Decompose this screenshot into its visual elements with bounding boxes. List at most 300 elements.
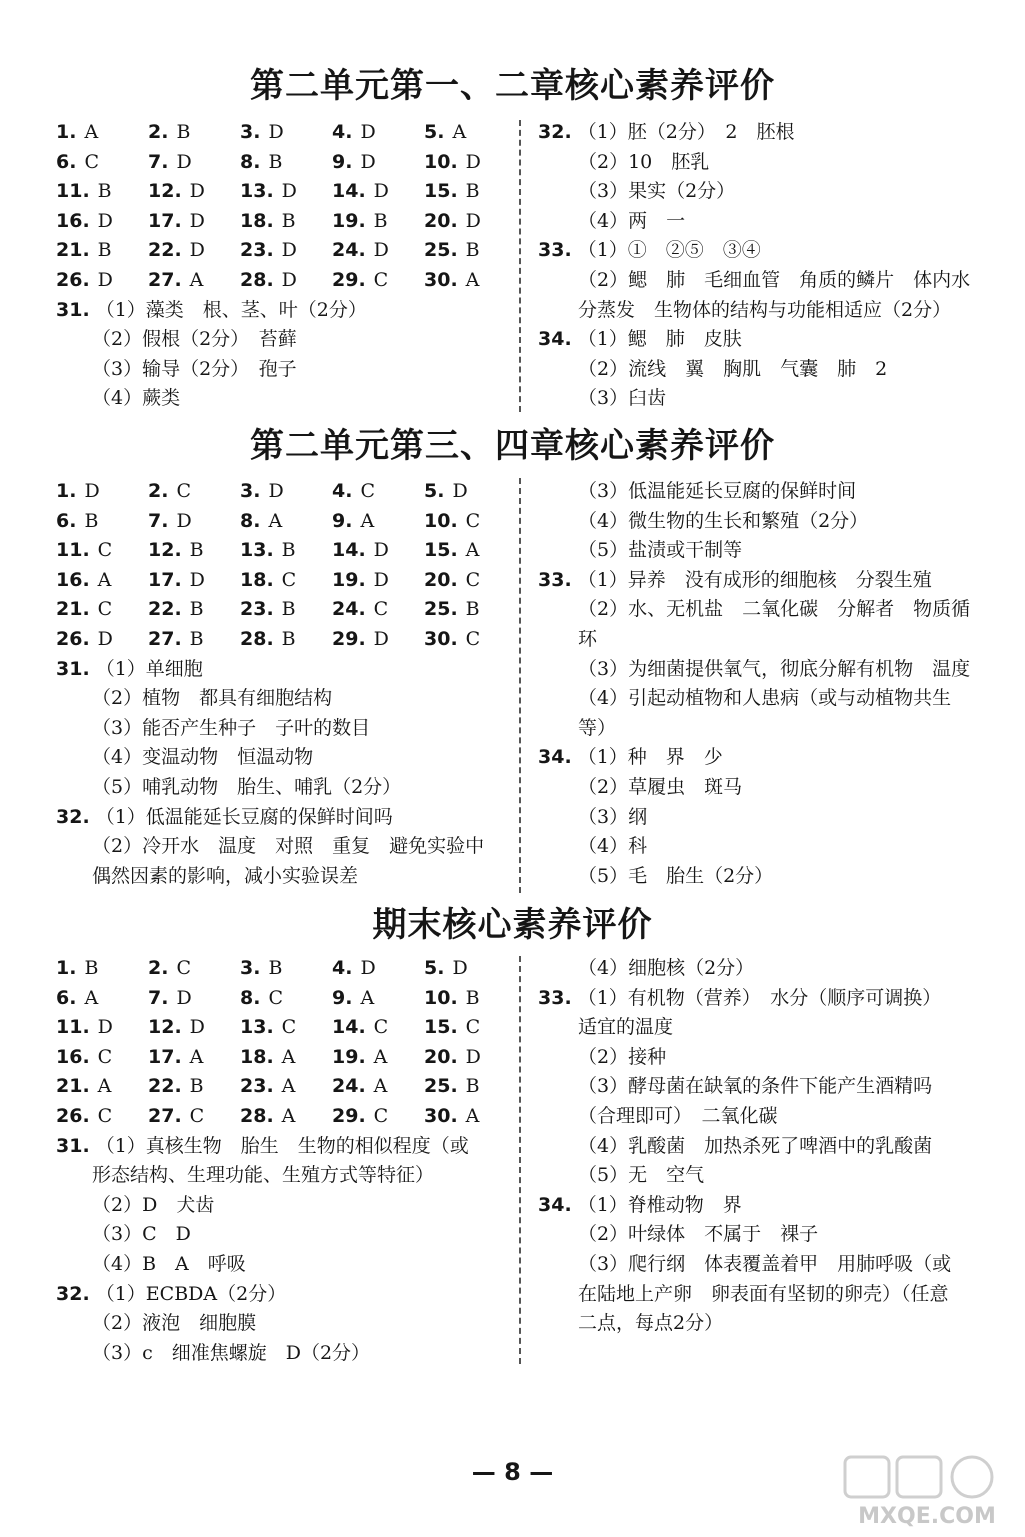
answer-letter: C <box>176 957 191 979</box>
answer-letter: C <box>97 1045 113 1068</box>
mc-answer <box>148 536 204 566</box>
answer-letter: A <box>360 509 375 532</box>
answer-text: （1）单细胞 <box>95 657 203 680</box>
answer-letter: D <box>189 209 205 232</box>
question-number: 24. <box>332 239 366 262</box>
answer-line <box>578 1102 778 1132</box>
mc-answer <box>332 954 376 984</box>
answer-line <box>56 1280 286 1310</box>
mc-answer <box>56 266 113 296</box>
question-number: 34. <box>538 328 572 351</box>
answer-line <box>578 384 666 414</box>
mc-answer <box>424 1102 479 1132</box>
answer-letter: B <box>84 957 99 979</box>
mc-answer <box>424 1013 480 1043</box>
answer-letter: D <box>176 509 192 532</box>
mc-answer <box>332 536 389 566</box>
answer-letter: C <box>373 598 389 621</box>
answer-letter: D <box>268 121 284 143</box>
mc-answer <box>332 1013 388 1043</box>
section-title: 第二单元第一、二章核心素养评价 <box>250 66 775 106</box>
question-number: 31. <box>56 657 90 680</box>
answer-text: （5）哺乳动物 胎生、哺乳（2分） <box>92 776 402 798</box>
answer-letter: D <box>189 239 205 262</box>
mc-answer <box>56 1013 113 1043</box>
mc-answer <box>332 1043 387 1073</box>
answer-line <box>578 1220 818 1250</box>
answer-letter: D <box>373 568 389 591</box>
mc-answer <box>424 507 480 537</box>
mc-answer <box>424 984 480 1014</box>
answer-letter: D <box>97 209 113 232</box>
answer-text: （4）变温动物 恒温动物 <box>92 746 314 769</box>
question-number: 13. <box>240 539 274 562</box>
answer-letter: A <box>360 986 375 1009</box>
answer-line <box>538 984 941 1014</box>
mc-answer <box>56 177 112 207</box>
answer-text: （2）流线 翼 胸肌 气囊 肺 2 <box>578 357 888 380</box>
mc-answer <box>424 1072 480 1102</box>
answer-letter: D <box>373 628 389 650</box>
answer-line <box>578 207 685 237</box>
mc-answer <box>424 207 481 237</box>
answer-text: （2）10 胚乳 <box>578 150 710 173</box>
mc-answer <box>56 1102 112 1132</box>
question-number: 19. <box>332 1045 366 1068</box>
column-divider <box>519 478 521 893</box>
answer-line <box>578 862 773 892</box>
answer-letter: C <box>97 539 113 562</box>
answer-line <box>578 1250 951 1280</box>
answer-line <box>92 684 332 714</box>
mc-answer <box>56 1072 111 1102</box>
question-number: 2. <box>148 480 169 502</box>
question-number: 25. <box>424 598 458 621</box>
answer-text: 适宜的温度 <box>578 1016 674 1039</box>
answer-line <box>92 714 370 744</box>
answer-text: （4）科 <box>578 835 648 858</box>
answer-letter: B <box>268 957 283 979</box>
answer-text: （合理即可） 二氧化碳 <box>578 1105 778 1127</box>
question-number: 4. <box>332 121 353 143</box>
answer-text: （1）异养 没有成形的细胞核 分裂生殖 <box>577 568 932 591</box>
question-number: 5. <box>424 480 445 502</box>
answer-letter: B <box>189 1075 204 1098</box>
question-number: 2. <box>148 121 169 143</box>
answer-letter: B <box>189 628 204 650</box>
answer-letter: D <box>97 269 113 291</box>
answer-text: （1）鳃 肺 皮肤 <box>577 328 742 351</box>
question-number: 17. <box>148 568 182 591</box>
answer-text: （1）种 界 少 <box>577 746 723 769</box>
answer-line <box>578 1132 932 1162</box>
answer-line <box>92 355 297 385</box>
answer-letter: A <box>268 509 283 532</box>
answer-text: （2）草履虫 斑马 <box>578 776 743 798</box>
question-number: 17. <box>148 1045 182 1068</box>
answer-text: （4）引起动植物和人患病（或与动植物共生 <box>578 687 952 710</box>
answer-letter: C <box>373 269 389 291</box>
mc-answer <box>424 266 479 296</box>
question-number: 4. <box>332 480 353 502</box>
answer-line <box>578 507 868 537</box>
answer-text: （3）低温能延长豆腐的保鲜时间 <box>578 480 857 502</box>
question-number: 6. <box>56 150 77 173</box>
question-number: 32. <box>538 121 572 143</box>
answer-line <box>578 803 647 833</box>
mc-answer <box>240 1043 295 1073</box>
mc-answer <box>332 1072 387 1102</box>
question-number: 26. <box>56 628 90 650</box>
question-number: 27. <box>148 628 182 650</box>
answer-letter: C <box>360 480 375 502</box>
answer-letter: B <box>189 539 204 562</box>
answer-line <box>578 148 709 178</box>
mc-answer <box>424 595 480 625</box>
question-number: 27. <box>148 1105 182 1127</box>
mc-answer <box>148 477 191 507</box>
answer-letter: C <box>97 1105 113 1127</box>
question-number: 26. <box>56 269 90 291</box>
answer-line <box>578 773 742 803</box>
mc-answer <box>424 236 480 266</box>
answer-text: （2）液泡 细胞膜 <box>92 1312 257 1335</box>
question-number: 15. <box>424 180 458 203</box>
mc-answer <box>424 536 479 566</box>
question-number: 3. <box>240 480 261 502</box>
answer-letter: D <box>97 1016 113 1039</box>
mc-answer <box>240 477 284 507</box>
question-number: 6. <box>56 509 77 532</box>
question-number: 7. <box>148 150 169 173</box>
question-number: 30. <box>424 1105 458 1127</box>
answer-line <box>92 1309 256 1339</box>
answer-letter: B <box>189 598 204 621</box>
question-number: 5. <box>424 957 445 979</box>
question-number: 30. <box>424 269 458 291</box>
answer-letter: D <box>281 269 297 291</box>
question-number: 23. <box>240 239 274 262</box>
answer-line <box>538 1191 742 1221</box>
answer-line <box>92 1191 214 1221</box>
answer-text: 等） <box>578 716 617 739</box>
mc-answer <box>240 177 297 207</box>
answer-letter: D <box>176 150 192 173</box>
answer-text: （3）为细菌提供氧气，彻底分解有机物 温度 <box>578 657 971 680</box>
answer-text: （1）藻类 根、茎、叶（2分） <box>95 298 367 321</box>
question-number: 2. <box>148 957 169 979</box>
answer-letter: B <box>281 598 296 621</box>
answer-letter: C <box>281 1016 297 1039</box>
answer-text: （3）爬行纲 体表覆盖着甲 用肺呼吸（或 <box>578 1253 952 1275</box>
question-number: 31. <box>56 298 90 321</box>
question-number: 33. <box>538 239 572 262</box>
answer-line <box>578 536 742 566</box>
question-number: 21. <box>56 598 90 621</box>
answer-text: （3）果实（2分） <box>578 180 736 203</box>
mc-answer <box>332 595 388 625</box>
mc-answer <box>240 566 296 596</box>
question-number: 15. <box>424 1016 458 1039</box>
mc-answer <box>56 536 112 566</box>
question-number: 9. <box>332 986 353 1009</box>
answer-text: 在陆地上产卵 卵表面有坚韧的卵壳）（任意 <box>578 1282 949 1305</box>
answer-letter: C <box>373 1016 389 1039</box>
answer-letter: C <box>281 568 297 591</box>
answer-text: 二点，每点2分） <box>578 1312 724 1335</box>
question-number: 5. <box>424 121 445 143</box>
answer-letter: D <box>97 628 113 650</box>
watermark-text: MXQE.COM <box>858 1504 996 1529</box>
mc-answer <box>148 507 192 537</box>
answer-letter: B <box>84 509 99 532</box>
mc-answer <box>56 625 113 655</box>
answer-letter: C <box>84 150 99 173</box>
question-number: 24. <box>332 1075 366 1098</box>
mc-answer <box>148 207 205 237</box>
answer-line <box>92 1339 370 1369</box>
answer-line <box>538 743 723 773</box>
answer-letter: C <box>465 1016 481 1039</box>
answer-text: （4）微生物的生长和繁殖（2分） <box>578 509 869 532</box>
question-number: 19. <box>332 568 366 591</box>
answer-text: （3）C D <box>92 1223 191 1246</box>
answer-letter: D <box>189 568 205 591</box>
answer-line <box>578 625 597 655</box>
question-number: 11. <box>56 180 90 203</box>
answer-letter: A <box>281 1045 296 1068</box>
answer-line <box>578 1309 723 1339</box>
question-number: 31. <box>56 1134 90 1157</box>
question-number: 11. <box>56 539 90 562</box>
answer-text: 偶然因素的影响，减小实验误差 <box>92 864 359 887</box>
mc-answer <box>332 625 389 655</box>
question-number: 16. <box>56 568 90 591</box>
mc-answer <box>424 148 481 178</box>
question-number: 14. <box>332 1016 366 1039</box>
answer-letter: A <box>452 121 467 143</box>
question-number: 28. <box>240 1105 274 1127</box>
answer-text: 环 <box>578 628 598 650</box>
mc-answer <box>332 177 389 207</box>
answer-text: （1）① ②⑤ ③④ <box>577 239 761 262</box>
question-number: 34. <box>538 746 572 769</box>
answer-line <box>578 1043 666 1073</box>
answer-letter: D <box>281 180 297 203</box>
mc-answer <box>240 1102 295 1132</box>
mc-answer <box>56 507 98 537</box>
answer-text: （2）接种 <box>578 1045 667 1068</box>
answer-line <box>578 477 856 507</box>
mc-answer <box>240 984 283 1014</box>
watermark-logo <box>827 1453 1017 1531</box>
question-number: 28. <box>240 269 274 291</box>
answer-text: （2）鳃 肺 毛细血管 角质的鳞片 体内水 <box>578 269 971 291</box>
question-number: 3. <box>240 121 261 143</box>
mc-answer <box>240 148 282 178</box>
mc-answer <box>240 236 297 266</box>
mc-answer <box>332 984 374 1014</box>
mc-answer <box>148 236 205 266</box>
mc-answer <box>56 595 112 625</box>
answer-letter: A <box>373 1075 388 1098</box>
mc-answer <box>56 954 98 984</box>
question-number: 29. <box>332 1105 366 1127</box>
answer-letter: C <box>97 598 113 621</box>
answer-letter: D <box>465 150 481 173</box>
question-number: 15. <box>424 539 458 562</box>
answer-letter: D <box>268 480 284 502</box>
question-number: 14. <box>332 180 366 203</box>
mc-answer <box>424 1043 481 1073</box>
question-number: 9. <box>332 509 353 532</box>
question-number: 13. <box>240 180 274 203</box>
question-number: 19. <box>332 209 366 232</box>
mc-answer <box>240 507 282 537</box>
mc-answer <box>148 566 205 596</box>
question-number: 4. <box>332 957 353 979</box>
mc-answer <box>424 177 480 207</box>
answer-line <box>92 325 297 355</box>
question-number: 24. <box>332 598 366 621</box>
answer-line <box>538 118 795 148</box>
answer-line <box>578 1161 704 1191</box>
answer-letter: A <box>84 121 99 143</box>
mc-answer <box>240 625 296 655</box>
answer-letter: D <box>373 180 389 203</box>
answer-text: 形态结构、生理功能、生殖方式等特征） <box>92 1164 435 1187</box>
answer-letter: B <box>97 180 112 203</box>
answer-letter: A <box>189 269 204 291</box>
question-number: 12. <box>148 539 182 562</box>
answer-letter: D <box>84 480 100 502</box>
answer-line <box>578 177 735 207</box>
question-number: 1. <box>56 121 77 143</box>
mc-answer <box>56 118 98 148</box>
answer-letter: D <box>360 957 376 979</box>
question-number: 16. <box>56 209 90 232</box>
answer-letter: B <box>97 239 112 262</box>
answer-line <box>578 1013 673 1043</box>
answer-letter: D <box>373 539 389 562</box>
answer-letter: B <box>465 598 480 621</box>
mc-answer <box>148 1102 204 1132</box>
mc-answer <box>332 566 389 596</box>
question-number: 11. <box>56 1016 90 1039</box>
answer-text: （2）植物 都具有细胞结构 <box>92 687 333 710</box>
question-number: 18. <box>240 1045 274 1068</box>
answer-text: 分蒸发 生物体的结构与功能相适应（2分） <box>578 298 952 321</box>
question-number: 23. <box>240 598 274 621</box>
answer-letter: C <box>268 986 283 1009</box>
answer-letter: D <box>465 209 481 232</box>
mc-answer <box>240 595 296 625</box>
answer-text: （2）假根（2分） 苔藓 <box>92 328 297 351</box>
answer-text: （4）乳酸菌 加热杀死了啤酒中的乳酸菌 <box>578 1134 933 1157</box>
answer-text: （2）D 犬齿 <box>92 1193 215 1216</box>
answer-letter: D <box>373 239 389 262</box>
answer-text: （1）有机物（营养） 水分（顺序可调换） <box>577 986 942 1009</box>
answer-letter: A <box>84 986 99 1009</box>
mc-answer <box>332 507 374 537</box>
question-number: 34. <box>538 1193 572 1216</box>
answer-line <box>578 954 754 984</box>
mc-answer <box>240 954 282 984</box>
mc-answer <box>56 148 99 178</box>
mc-answer <box>56 236 112 266</box>
mc-answer <box>424 954 468 984</box>
answer-line <box>56 803 393 833</box>
answer-text: （1）胚（2分） 2 胚根 <box>577 121 795 143</box>
answer-line <box>92 743 313 773</box>
mc-answer <box>148 1043 203 1073</box>
answer-line <box>538 236 761 266</box>
mc-answer <box>56 477 100 507</box>
answer-line <box>578 266 970 296</box>
question-number: 12. <box>148 180 182 203</box>
answer-letter: C <box>176 480 191 502</box>
mc-answer <box>148 954 191 984</box>
question-number: 9. <box>332 150 353 173</box>
answer-line <box>578 714 616 744</box>
answer-letter: B <box>268 150 283 173</box>
answer-text: （4）细胞核（2分） <box>578 957 755 979</box>
answer-text: （2）叶绿体 不属于 裸子 <box>578 1223 819 1246</box>
mc-answer <box>332 118 376 148</box>
answer-letter: D <box>465 1045 481 1068</box>
page-number: — 8 — <box>471 1458 554 1486</box>
question-number: 16. <box>56 1045 90 1068</box>
mc-answer <box>332 236 389 266</box>
mc-answer <box>332 266 388 296</box>
answer-letter: A <box>465 1105 480 1127</box>
question-number: 29. <box>332 269 366 291</box>
answer-line <box>578 296 951 326</box>
question-number: 22. <box>148 239 182 262</box>
mc-answer <box>56 984 98 1014</box>
answer-line <box>578 355 887 385</box>
mc-answer <box>148 1013 205 1043</box>
question-number: 29. <box>332 628 366 650</box>
question-number: 25. <box>424 1075 458 1098</box>
question-number: 32. <box>56 1282 90 1305</box>
answer-letter: A <box>373 1045 388 1068</box>
answer-letter: D <box>189 1016 205 1039</box>
answer-text: （1）脊椎动物 界 <box>577 1193 742 1216</box>
question-number: 28. <box>240 628 274 650</box>
answer-letter: D <box>176 986 192 1009</box>
answer-letter: B <box>465 180 480 203</box>
mc-answer <box>240 536 296 566</box>
question-number: 8. <box>240 150 261 173</box>
answer-text: （5）毛 胎生（2分） <box>578 864 774 887</box>
mc-answer <box>148 148 192 178</box>
answer-text: （4）B A 呼吸 <box>92 1253 246 1275</box>
question-number: 10. <box>424 986 458 1009</box>
mc-answer <box>332 477 375 507</box>
question-number: 18. <box>240 568 274 591</box>
answer-letter: A <box>97 568 112 591</box>
question-number: 1. <box>56 957 77 979</box>
section-title: 第二单元第三、四章核心素养评价 <box>250 426 775 466</box>
answer-letter: B <box>176 121 191 143</box>
answer-line <box>56 1132 469 1162</box>
answer-text: （3）臼齿 <box>578 387 667 410</box>
question-number: 20. <box>424 568 458 591</box>
answer-letter: B <box>465 1075 480 1098</box>
question-number: 20. <box>424 1045 458 1068</box>
answer-letter: C <box>373 1105 389 1127</box>
